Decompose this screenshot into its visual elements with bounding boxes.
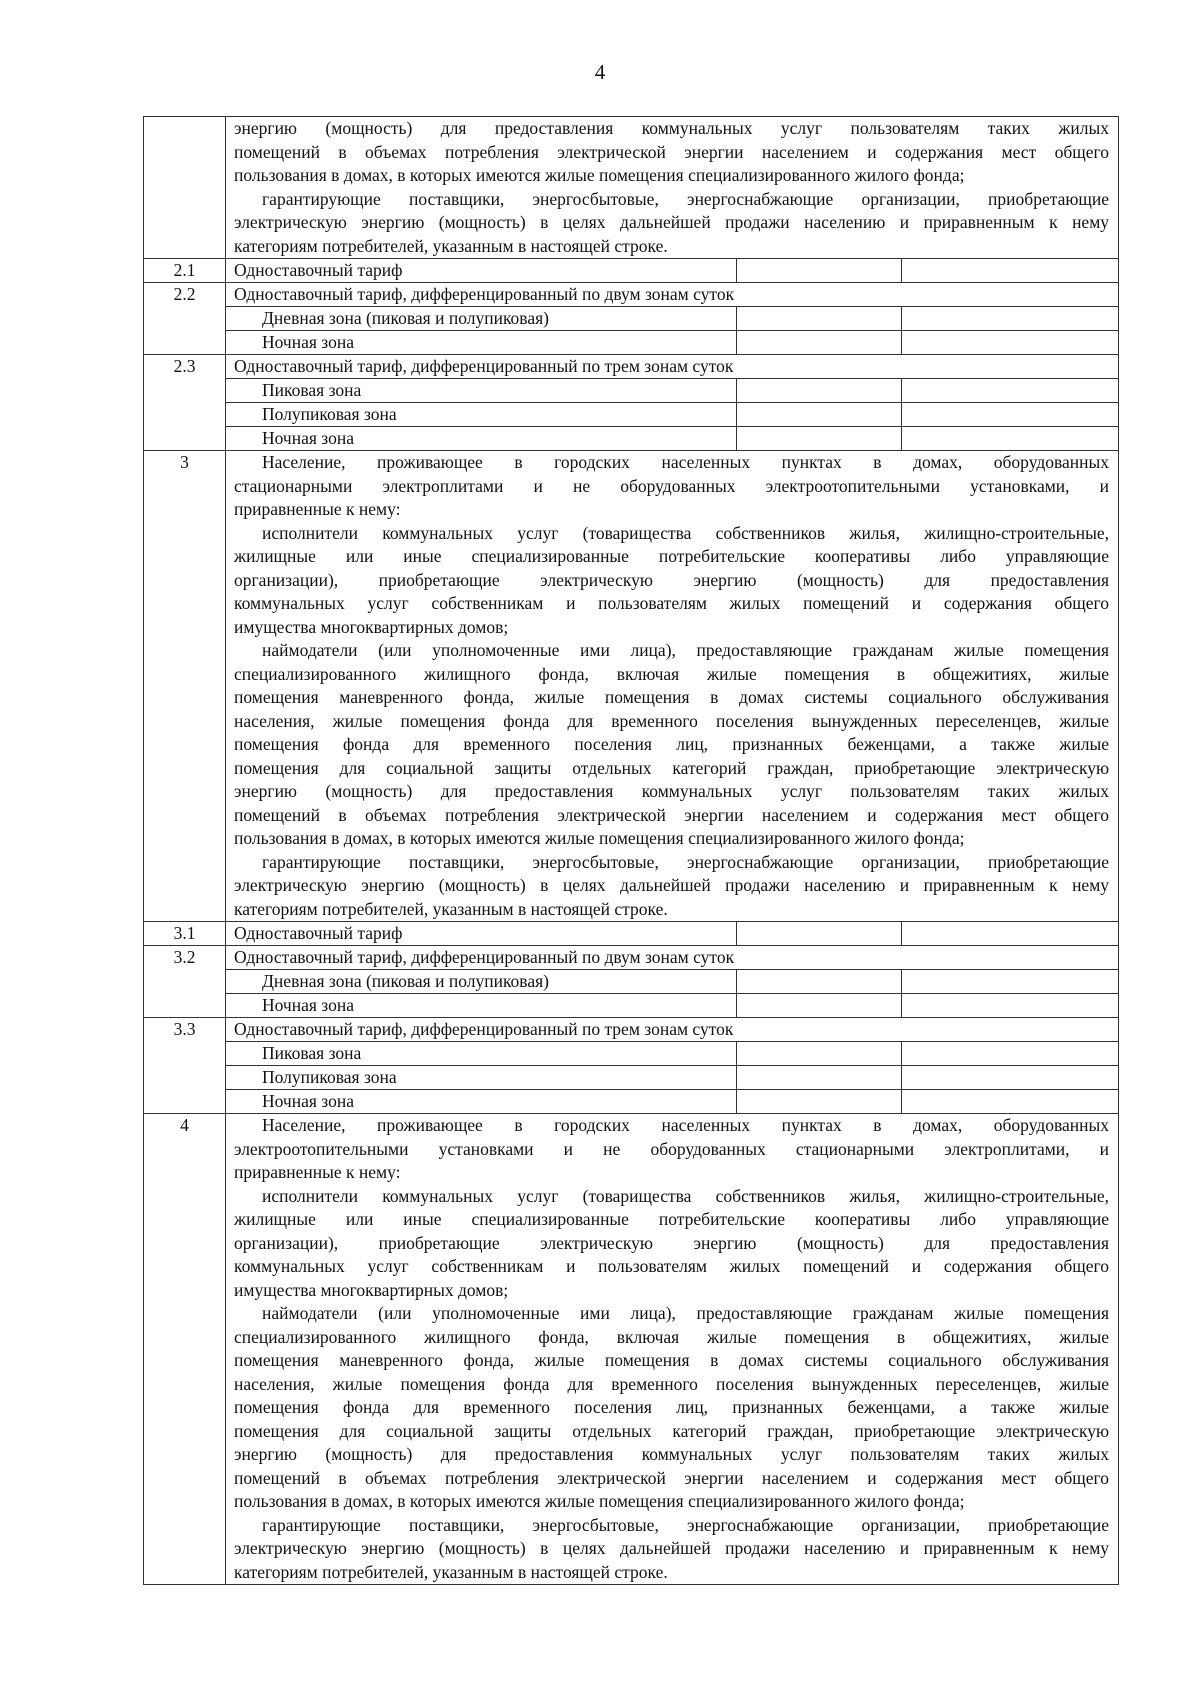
row-description xyxy=(226,117,1119,259)
row-number: 3.3 xyxy=(144,1018,226,1114)
description-line: электрическую энергию (мощность) в целях дальнейшей продажи населению и приравненным к нему xyxy=(234,875,1110,895)
description-line: гарантирующие поставщики, энергосбытовые, энергоснабжающие организации, приобретающие xyxy=(262,188,1110,209)
zone-label: Ночная зона xyxy=(226,427,737,451)
description-line: помещения маневренного фонда, жилые помещения в домах системы социального обслуживания xyxy=(234,1350,1110,1370)
description-line: помещения для социальной защиты отдельных категорий граждан, приобретающие электрическую xyxy=(234,1420,1110,1441)
table-row xyxy=(144,451,1119,922)
description-line: помещений в объемах потребления электрической энергии населением и содержания мест общего xyxy=(234,1467,1110,1488)
description-line: жилищные или иные специализированные потребительские кооперативы либо управляющие xyxy=(234,1209,1110,1229)
table-row xyxy=(144,1114,1119,1585)
description-line: гарантирующие поставщики, энергосбытовые, энергоснабжающие организации, приобретающие xyxy=(262,851,1110,872)
row-number: 2.1 xyxy=(144,259,226,283)
tariff-value-cell xyxy=(737,994,902,1018)
zone-label: Ночная зона xyxy=(226,331,737,355)
description-line: помещений в объемах потребления электрической энергии населением и содержания мест общего xyxy=(234,804,1110,825)
tariff-value-cell xyxy=(737,1090,902,1114)
row-number: 3.1 xyxy=(144,922,226,946)
tariff-row xyxy=(144,283,1119,307)
description-line: помещения маневренного фонда, жилые помещения в домах системы социального обслуживания xyxy=(234,687,1110,707)
tariff-value-cell xyxy=(902,994,1119,1018)
zone-label: Пиковая зона xyxy=(226,379,737,403)
tariff-value-cell xyxy=(902,427,1119,451)
description-line: помещения фонда для временного поселения лиц, признанных беженцами, а также жилые xyxy=(234,1397,1110,1417)
description-line: имущества многоквартирных домов; xyxy=(234,1279,509,1300)
description-line: специализированного жилищного фонда, включая жилые помещения в общежитиях, жилые xyxy=(234,663,1110,684)
row-number: 2.3 xyxy=(144,355,226,451)
tariff-row xyxy=(144,259,1119,283)
description-line: населения, жилые помещения фонда для временного поселения вынужденных переселенцев, жилые xyxy=(234,710,1110,731)
description-line: коммунальных услуг собственникам и пользователям жилых помещений и содержания общего xyxy=(234,1256,1110,1276)
description-line: гарантирующие поставщики, энергосбытовые, энергоснабжающие организации, приобретающие xyxy=(262,1514,1110,1535)
tariff-label: Одноставочный тариф, дифференцированный по трем зонам суток xyxy=(226,1018,1119,1042)
description-line: стационарными электроплитами и не оборудованных электроотопительными установками, и xyxy=(234,475,1110,496)
tariff-value-cell xyxy=(902,379,1119,403)
row-description xyxy=(226,451,1119,922)
tariff-value-cell xyxy=(737,427,902,451)
table-row xyxy=(144,117,1119,259)
description-line: категориям потребителей, указанным в настоящей строке. xyxy=(234,1561,668,1582)
tariff-row xyxy=(144,946,1119,970)
zone-row xyxy=(144,427,1119,451)
zone-row xyxy=(144,1090,1119,1114)
tariff-label: Одноставочный тариф, дифференцированный по двум зонам суток xyxy=(226,946,1119,970)
zone-row xyxy=(144,331,1119,355)
zone-label: Полупиковая зона xyxy=(226,403,737,427)
tariff-value-cell xyxy=(737,259,902,283)
description-line: специализированного жилищного фонда, включая жилые помещения в общежитиях, жилые xyxy=(234,1326,1110,1347)
description-line: помещений в объемах потребления электрической энергии населением и содержания мест общего xyxy=(234,141,1110,162)
tariff-value-cell xyxy=(737,331,902,355)
description-line: коммунальных услуг собственникам и пользователям жилых помещений и содержания общего xyxy=(234,593,1110,613)
description-line: организации), приобретающие электрическую энергию (мощность) для предоставления xyxy=(234,1232,1110,1253)
tariff-value-cell xyxy=(737,970,902,994)
description-line: исполнители коммунальных услуг (товарищества собственников жилья, жилищно-строительные, xyxy=(262,1185,1110,1206)
zone-label: Дневная зона (пиковая и полупиковая) xyxy=(226,307,737,331)
tariff-value-cell xyxy=(902,922,1119,946)
zone-label: Полупиковая зона xyxy=(226,1066,737,1090)
description-line: помещения фонда для временного поселения лиц, признанных беженцами, а также жилые xyxy=(234,734,1110,754)
description-line: категориям потребителей, указанным в настоящей строке. xyxy=(234,235,668,256)
zone-row xyxy=(144,1066,1119,1090)
description-line: исполнители коммунальных услуг (товарищества собственников жилья, жилищно-строительные, xyxy=(262,522,1110,543)
tariff-table xyxy=(143,116,1119,1585)
tariff-label: Одноставочный тариф, дифференцированный по двум зонам суток xyxy=(226,283,1119,307)
tariff-label: Одноставочный тариф xyxy=(226,922,737,946)
description-line: энергию (мощность) для предоставления коммунальных услуг пользователям таких жилых xyxy=(234,781,1110,801)
zone-row xyxy=(144,1042,1119,1066)
row-number xyxy=(144,117,226,259)
zone-label: Ночная зона xyxy=(226,994,737,1018)
description-line: энергию (мощность) для предоставления коммунальных услуг пользователям таких жилых xyxy=(234,118,1110,138)
zone-row xyxy=(144,379,1119,403)
description-line: электроотопительными установками и не оборудованных стационарными электроплитами, и xyxy=(234,1138,1110,1159)
tariff-value-cell xyxy=(902,307,1119,331)
row-number: 2.2 xyxy=(144,283,226,355)
description-line: жилищные или иные специализированные потребительские кооперативы либо управляющие xyxy=(234,546,1110,566)
tariff-value-cell xyxy=(737,379,902,403)
description-line: населения, жилые помещения фонда для временного поселения вынужденных переселенцев, жилые xyxy=(234,1373,1110,1394)
description-line: Население, проживающее в городских населенных пунктах в домах, оборудованных xyxy=(262,1115,1110,1135)
row-number: 3 xyxy=(144,451,226,922)
description-line: пользования в домах, в которых имеются жилые помещения специализированного жилого фонда; xyxy=(234,165,965,185)
description-line: Население, проживающее в городских населенных пунктах в домах, оборудованных xyxy=(262,452,1110,472)
tariff-label: Одноставочный тариф xyxy=(226,259,737,283)
tariff-value-cell xyxy=(902,1066,1119,1090)
tariff-row xyxy=(144,922,1119,946)
tariff-value-cell xyxy=(902,259,1119,283)
tariff-label: Одноставочный тариф, дифференцированный по трем зонам суток xyxy=(226,355,1119,379)
zone-row xyxy=(144,994,1119,1018)
tariff-value-cell xyxy=(737,922,902,946)
tariff-value-cell xyxy=(902,403,1119,427)
zone-label: Дневная зона (пиковая и полупиковая) xyxy=(226,970,737,994)
tariff-row xyxy=(144,1018,1119,1042)
zone-label: Ночная зона xyxy=(226,1090,737,1114)
description-line: помещения для социальной защиты отдельных категорий граждан, приобретающие электрическую xyxy=(234,757,1110,778)
tariff-value-cell xyxy=(902,1090,1119,1114)
tariff-value-cell xyxy=(737,307,902,331)
tariff-row xyxy=(144,355,1119,379)
description-line: категориям потребителей, указанным в настоящей строке. xyxy=(234,898,668,919)
zone-row xyxy=(144,403,1119,427)
row-description xyxy=(226,1114,1119,1585)
description-line: электрическую энергию (мощность) в целях дальнейшей продажи населению и приравненным к нему xyxy=(234,212,1110,232)
description-line: приравненные к нему: xyxy=(234,499,401,519)
description-line: пользования в домах, в которых имеются жилые помещения специализированного жилого фонда; xyxy=(234,1491,965,1511)
tariff-value-cell xyxy=(737,1066,902,1090)
description-line: наймодатели (или уполномоченные ими лица), предоставляющие гражданам жилые помещения xyxy=(262,1303,1110,1323)
tariff-value-cell xyxy=(737,403,902,427)
description-line: электрическую энергию (мощность) в целях дальнейшей продажи населению и приравненным к нему xyxy=(234,1538,1110,1558)
tariff-value-cell xyxy=(737,1042,902,1066)
tariff-value-cell xyxy=(902,1042,1119,1066)
page-number: 4 xyxy=(594,60,606,84)
row-number: 4 xyxy=(144,1114,226,1585)
description-line: пользования в домах, в которых имеются жилые помещения специализированного жилого фонда; xyxy=(234,828,965,848)
tariff-value-cell xyxy=(902,331,1119,355)
zone-row xyxy=(144,307,1119,331)
description-line: приравненные к нему: xyxy=(234,1162,401,1182)
row-number: 3.2 xyxy=(144,946,226,1018)
description-line: организации), приобретающие электрическую энергию (мощность) для предоставления xyxy=(234,569,1110,590)
description-line: наймодатели (или уполномоченные ими лица), предоставляющие гражданам жилые помещения xyxy=(262,640,1110,660)
description-line: имущества многоквартирных домов; xyxy=(234,616,509,637)
zone-row xyxy=(144,970,1119,994)
tariff-value-cell xyxy=(902,970,1119,994)
description-line: энергию (мощность) для предоставления коммунальных услуг пользователям таких жилых xyxy=(234,1444,1110,1464)
zone-label: Пиковая зона xyxy=(226,1042,737,1066)
